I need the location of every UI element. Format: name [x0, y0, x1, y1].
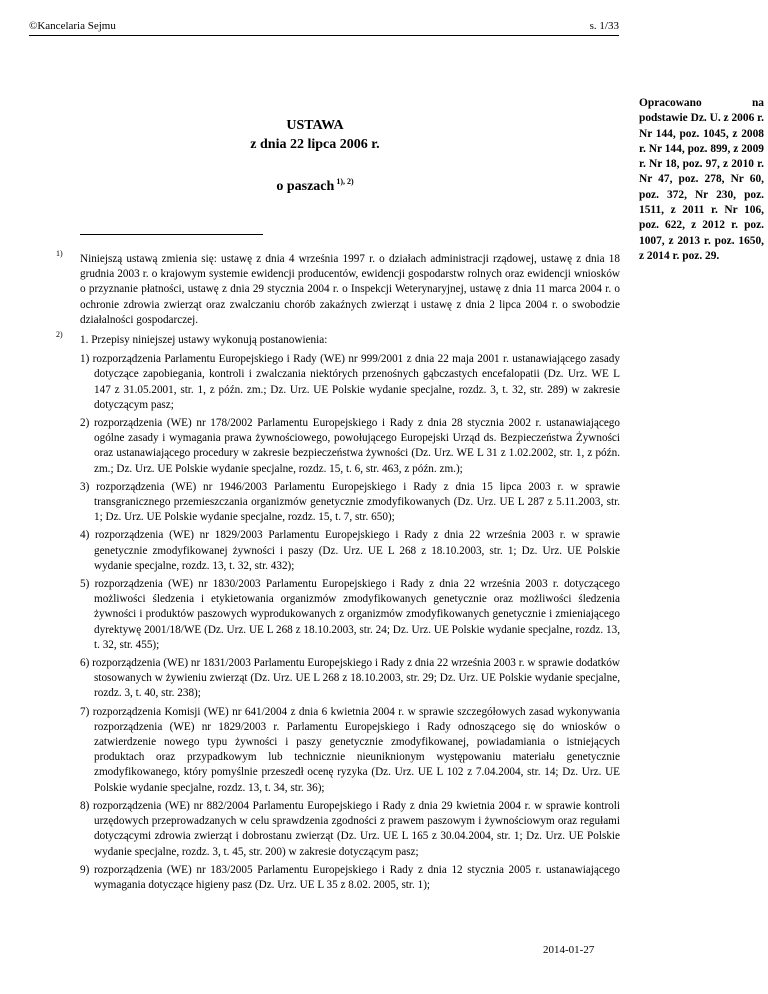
list-item: 1) rozporządzenia Parlamentu Europejskiego i Rady (WE) nr 999/2001 z dnia 22 maja 2001 r. ustanawiającego zasady dotyczące zapobiegania, kontroli i zwalczania niektórych przenośnych gąbczastych encefalopatii (Dz. Urz. WE L 147 z 31.05.2001, str. 1, z późn. zm.; Dz. Urz. UE Polskie wydanie specjalne, rozdz. 3, t. 32, str. 289) w zakresie dotyczącym pasz; — [80, 353, 620, 411]
list-item: 2) rozporządzenia (WE) nr 178/2002 Parlamentu Europejskiego i Rady z dnia 28 stycznia 2002 r. ustanawiającego ogólne zasady i wymagania prawa żywnościowego, powołującego Europejski Urząd ds. Bezpieczeństwa Żywności oraz ustanawiającego procedury w zakresie bezpieczeństwa żywności (Dz. Urz. WE L 31 z 1.02.2002, str. 1, z późn. zm.; Dz. Urz. UE Polskie wydanie specjalne, rozdz. 15, t. 6, str. 463, z późn. zm.); — [80, 417, 620, 475]
regulation-list — [80, 352, 620, 893]
footer-date: 2014-01-27 — [543, 944, 595, 956]
sidebar-source-note: Opracowano na podstawie Dz. U. z 2006 r. Nr 144, poz. 1045, z 2008 r. Nr 144, poz. 899, z 2009 r. Nr 18, poz. 97, z 2010 r. Nr 47, poz. 278, Nr 60, poz. 372, Nr 230, poz. 1511, z 2011 r. Nr 106, poz. 622, z 2012 r. poz. 1007, z 2013 r. poz. 1650, z 2014 r. poz. 29. — [639, 97, 764, 262]
document-type: USTAWA — [286, 118, 344, 133]
page-number: s. 1/33 — [589, 20, 619, 32]
list-item: 6) rozporządzenia (WE) nr 1831/2003 Parlamentu Europejskiego i Rady z dnia 22 września 2003 r. w sprawie dodatków stosowanych w żywieniu zwierząt (Dz. Urz. UE L 268 z 18.10.2003, str. 29; Dz. Urz. UE Polskie wydanie specjalne, rozdz. 3, t. 40, str. 238); — [80, 657, 620, 700]
document-subject — [170, 177, 460, 195]
footnote-1 — [56, 249, 620, 328]
footnote-2-mark: 2) — [56, 330, 63, 339]
footnote-reference: 1), 2) — [336, 177, 354, 186]
list-item: 7) rozporządzenia Komisji (WE) nr 641/2004 z dnia 6 kwietnia 2004 r. w sprawie szczegółowych zasad wykonywania rozporządzenia (WE) nr 1829/2003 r. Parlamentu Europejskiego i Rady odnoszącego się do wniosków o zatwierdzenie nowego typu żywności i paszy genetycznie zmodyfikowanej, powiadamiania o istniejących produktach oraz przypadkowym lub technicznie nieuniknionym występowaniu materiału genetycznie zmodyfikowanego, który pomyślnie przeszedł ocenę ryzyka (Dz. Urz. UE L 102 z 7.04.2004, str. 14; Dz. Urz. UE Polskie wydanie specjalne, rozdz. 13, t. 34, str. 36); — [80, 705, 620, 794]
footnote-1-text: Niniejszą ustawą zmienia się: ustawę z dnia 4 września 1997 r. o działach administracji rządowej, ustawę z dnia 18 grudnia 2003 r. o krajowym systemie ewidencji producentów, ewidencji gospodarstw rolnych oraz ewidencji wniosków o przyznanie płatności, ustawę z dnia 29 stycznia 2004 r. o Inspekcji Weterynaryjnej, ustawę z dnia 11 marca 2004 r. o ochronie zdrowia zwierząt oraz zwalczaniu chorób zakaźnych zwierząt i ustawę z dnia 2 lipca 2004 r. o swobodzie działalności gospodarczej. — [80, 253, 620, 326]
list-item: 9) rozporządzenia (WE) nr 183/2005 Parlamentu Europejskiego i Rady z dnia 12 stycznia 2005 r. ustanawiającego wymagania dotyczące higieny pasz (Dz. Urz. UE L 35 z 8.02. 2005, str. 1); — [80, 863, 620, 891]
footnote-1-mark: 1) — [56, 249, 63, 258]
footnote-2 — [56, 330, 620, 896]
footnote-2-intro: 1. Przepisy niniejszej ustawy wykonują postanowienia: — [80, 334, 328, 346]
list-item: 8) rozporządzenia (WE) nr 882/2004 Parlamentu Europejskiego i Rady z dnia 29 kwietnia 2004 r. w sprawie kontroli urzędowych przeprowadzanych w celu sprawdzenia zgodności z prawem paszowym i żywnościowym oraz regułami dotyczącymi zdrowia zwierząt i dobrostanu zwierząt (Dz. Urz. UE L 165 z 30.04.2004, str. 1; Dz. Urz. UE Polskie wydanie specjalne, rozdz. 3, t. 45, str. 200) w zakresie dotyczącym pasz; — [80, 799, 620, 858]
list-item: 4) rozporządzenia (WE) nr 1829/2003 Parlamentu Europejskiego i Rady z dnia 22 września 2003 r. w sprawie genetycznie zmodyfikowanej żywności i paszy (Dz. Urz. UE L 268 z 18.10.2003, str. 1; Dz. Urz. UE Polskie wydanie specjalne, rozdz. 13, t. 32, str. 432); — [80, 529, 620, 572]
document-subject-text: o paszach — [276, 179, 335, 194]
document-date: z dnia 22 lipca 2006 r. — [250, 137, 380, 152]
list-item: 5) rozporządzenia (WE) nr 1830/2003 Parlamentu Europejskiego i Rady z dnia 22 września 2003 r. dotyczącego możliwości śledzenia i etykietowania organizmów zmodyfikowanych genetycznie oraz możliwości śledzenia żywności i produktów paszowych wyprodukowanych z organizmów zmodyfikowanych genetycznie i zmieniającego dyrektywę 2001/18/WE (Dz. Urz. UE L 268 z 18.10.2003, str. 24; Dz. Urz. UE Polskie wydanie specjalne, rozdz. 13, t. 32, str. 455); — [80, 578, 620, 651]
header-source: ©Kancelaria Sejmu — [29, 20, 116, 32]
footnote-divider — [80, 234, 263, 235]
header-divider — [29, 35, 619, 36]
list-item: 3) rozporządzenia (WE) nr 1946/2003 Parlamentu Europejskiego i Rady z dnia 15 lipca 2003 r. w sprawie transgranicznego przemieszczania organizmów genetycznie zmodyfikowanych (Dz. Urz. UE L 287 z 5.11.2003, str. 1; Dz. Urz. UE Polskie wydanie specjalne, rozdz. 15, t. 7, str. 650); — [80, 480, 620, 524]
